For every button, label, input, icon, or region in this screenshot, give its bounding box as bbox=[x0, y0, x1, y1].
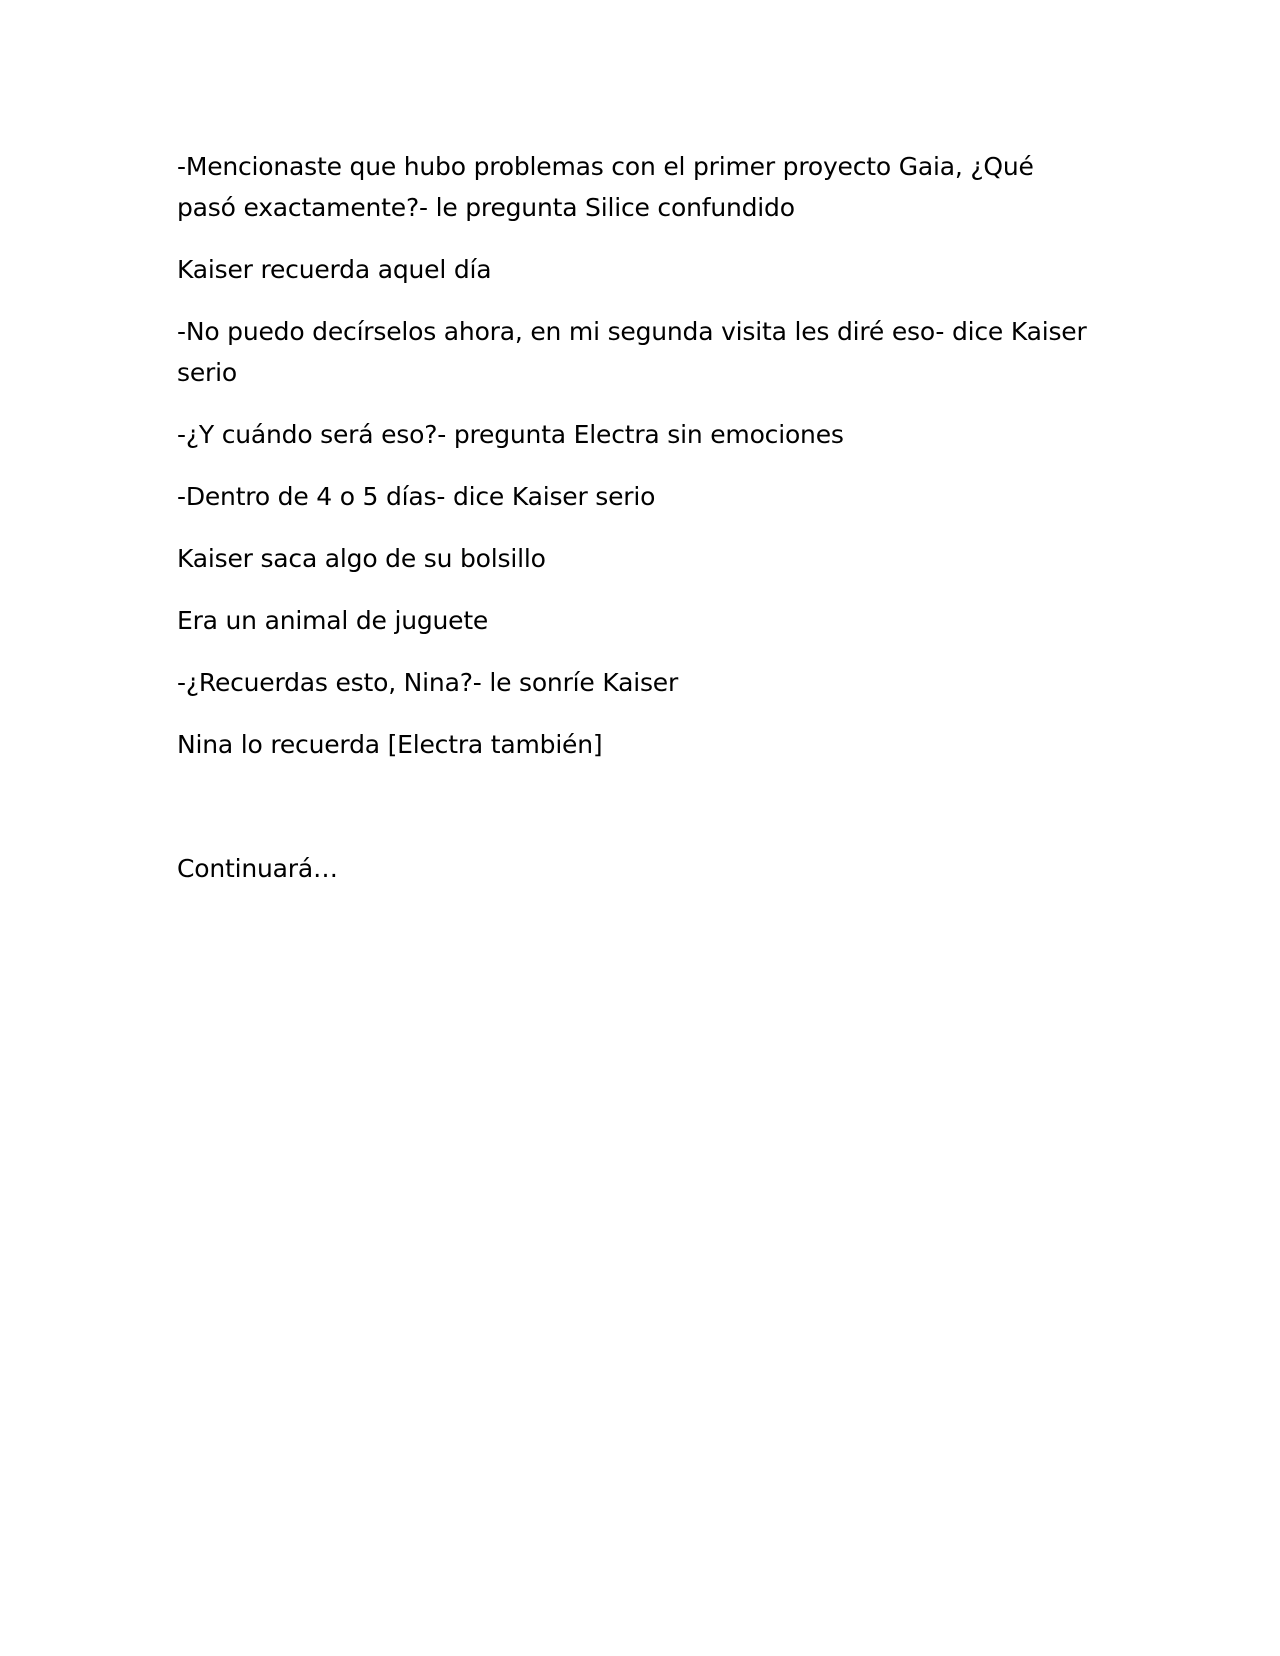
paragraph: -¿Y cuándo será eso?- pregunta Electra sin emociones bbox=[177, 420, 844, 449]
paragraph: -Mencionaste que hubo problemas con el primer proyecto Gaia, ¿Qué pasó exactamente?- le pregunta Silice confundido bbox=[177, 152, 1034, 222]
paragraph: Kaiser saca algo de su bolsillo bbox=[177, 544, 546, 573]
paragraph: -No puedo decírselos ahora, en mi segunda visita les diré eso- dice Kaiser serio bbox=[177, 317, 1087, 387]
paragraph: -¿Recuerdas esto, Nina?- le sonríe Kaiser bbox=[177, 668, 679, 697]
paragraph: Kaiser recuerda aquel día bbox=[177, 255, 492, 284]
paragraph: Nina lo recuerda [Electra también] bbox=[177, 730, 603, 759]
paragraph: Era un animal de juguete bbox=[177, 606, 489, 635]
paragraph: -Dentro de 4 o 5 días- dice Kaiser serio bbox=[177, 482, 656, 511]
closing-line: Continuará… bbox=[177, 854, 338, 883]
document-body bbox=[177, 146, 1097, 910]
blank-line bbox=[177, 786, 1097, 848]
